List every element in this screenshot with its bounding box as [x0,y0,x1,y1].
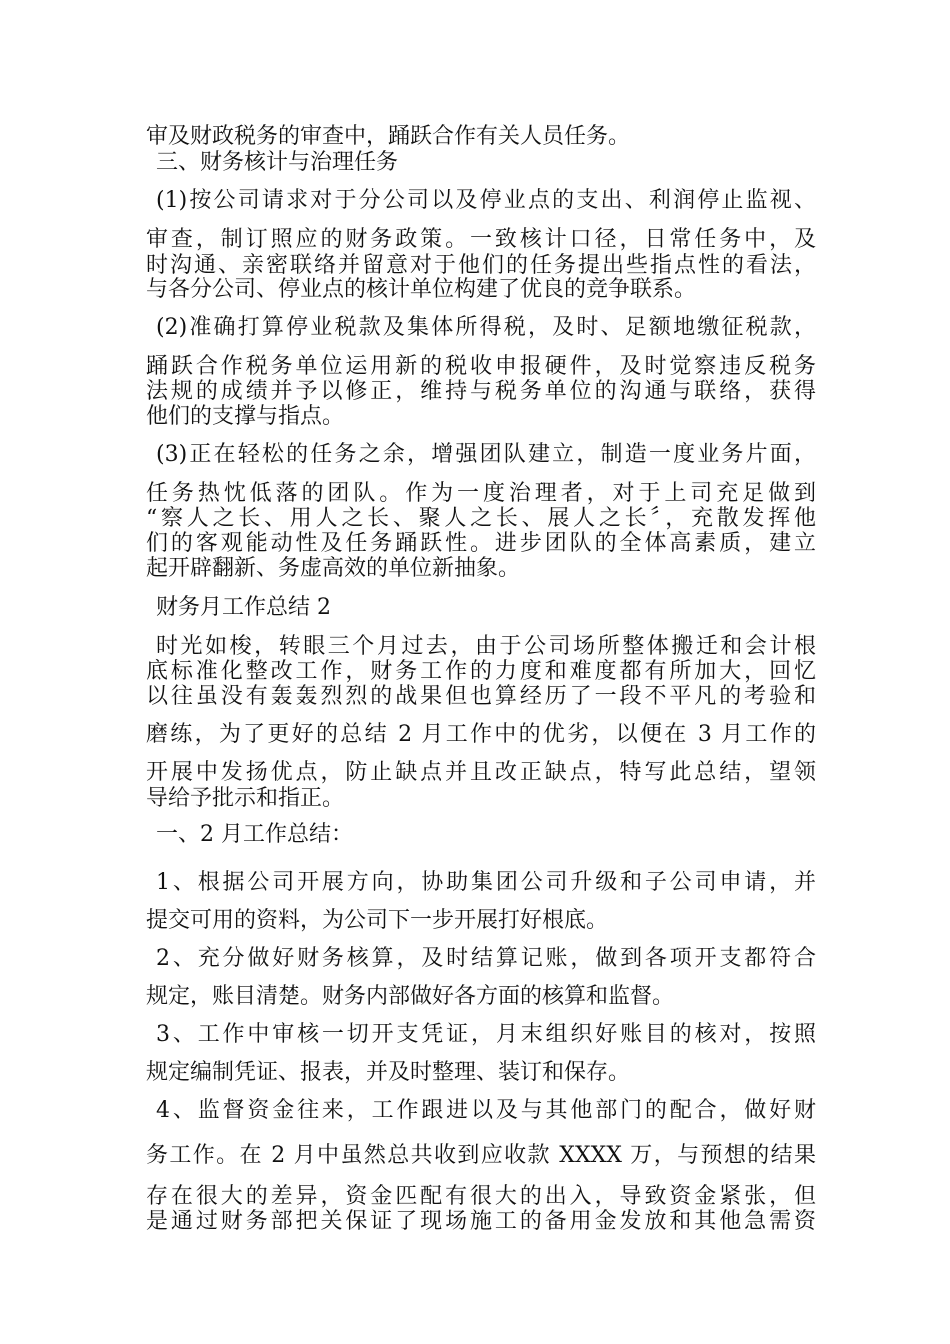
text-line: 法规的成绩并予以修正，维持与税务单位的沟通与联络，获得 [146,379,816,404]
text-line: 磨练，为了更好的总结 2 月工作中的优劣，以便在 3 月工作的 [146,722,816,747]
text-line: “察人之长、用人之长、聚人之长、展人之长〞，充散发挥他 [146,506,816,531]
text-line: 任务热忱低落的团队。作为一度治理者，对于上司充足做到 [146,481,816,506]
text-line: 提交可用的资料，为公司下一步开展打好根底。 [146,908,609,933]
text-line: 他们的支撑与指点。 [146,404,345,429]
text-line: 底标准化整改工作，财务工作的力度和难度都有所加大，回忆 [146,659,816,684]
section-heading: 财务月工作总结 2 [156,595,331,620]
text-line: 踊跃合作税务单位运用新的税收申报硬件，及时觉察违反税务 [146,354,816,379]
text-line: 1、根据公司开展方向，协助集团公司升级和子公司申请，并 [156,870,816,895]
text-line: 起开辟翻新、务虚高效的单位新抽象。 [146,556,521,581]
text-line: 4、监督资金往来，工作跟进以及与其他部门的配合，做好财 [156,1098,816,1123]
text-line: 是通过财务部把关保证了现场施工的备用金发放和其他急需资 [146,1209,816,1234]
text-line: 以往虽没有轰轰烈烈的战果但也算经历了一段不平凡的考验和 [146,684,816,709]
text-line: 规定，账目清楚。财务内部做好各方面的核算和监督。 [146,984,675,1009]
section-heading: 三、财务核计与治理任务 [156,150,399,175]
text-line: (3)正在轻松的任务之余，增强团队建立，制造一度业务片面， [156,442,816,467]
text-line: 时光如梭，转眼三个月过去，由于公司场所整体搬迁和会计根 [156,634,816,659]
text-line: 2、充分做好财务核算，及时结算记账，做到各项开支都符合 [156,946,816,971]
text-line: 开展中发扬优点，防止缺点并且改正缺点，特写此总结，望领 [146,760,816,785]
text-line: 3、工作中审核一切开支凭证，月末组织好账目的核对，按照 [156,1022,816,1047]
text-line: 审及财政税务的审查中，踊跃合作有关人员任务。 [146,124,631,149]
text-line: 规定编制凭证、报表，并及时整理、装订和保存。 [146,1060,631,1085]
section-heading: 一、2 月工作总结： [156,822,353,847]
text-line: (2)准确打算停业税款及集体所得税，及时、足额地缴征税款， [156,315,816,340]
text-line: 与各分公司、停业点的核计单位构建了优良的竞争联系。 [146,277,697,302]
text-line: 时沟通、亲密联络并留意对于他们的任务提出些指点性的看法， [146,253,816,278]
text-line: 们的客观能动性及任务踊跃性。进步团队的全体高素质，建立 [146,531,816,556]
text-line: 审查，制订照应的财务政策。一致核计口径，日常任务中，及 [146,227,816,252]
text-line: 导给予批示和指正。 [146,786,345,811]
text-line: 务工作。在 2 月中虽然总共收到应收款 XXXX 万，与预想的结果 [146,1143,816,1168]
text-line: (1)按公司请求对于分公司以及停业点的支出、利润停止监视、 [156,188,816,213]
text-line: 存在很大的差异，资金匹配有很大的出入，导致资金紧张，但 [146,1184,816,1209]
